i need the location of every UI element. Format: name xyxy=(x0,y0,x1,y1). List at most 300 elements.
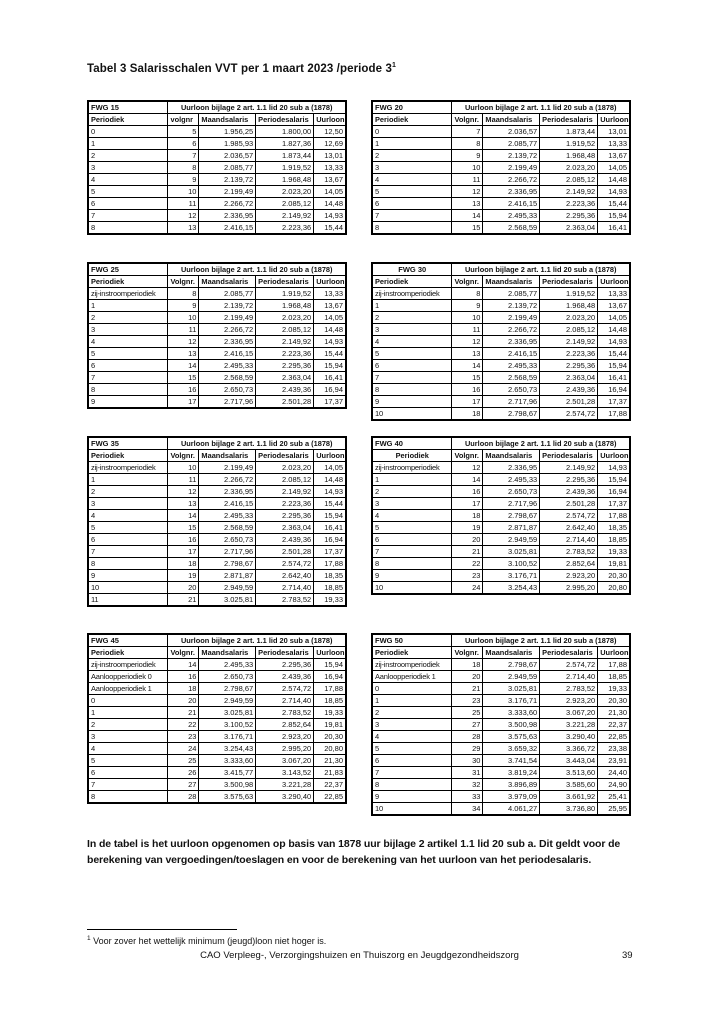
table-row xyxy=(88,683,346,695)
value-cell: 2.949,59 xyxy=(199,582,256,594)
value-cell: 2.501,28 xyxy=(540,396,598,408)
value-cell: 9 xyxy=(452,300,483,312)
value-cell: 2.949,59 xyxy=(199,695,256,707)
table-row xyxy=(372,462,630,474)
value-cell: 1.919,52 xyxy=(256,288,314,300)
value-cell: 15,94 xyxy=(598,210,630,222)
value-cell: 2.439,36 xyxy=(256,534,314,546)
table-row xyxy=(372,695,630,707)
periodiek-cell: 5 xyxy=(88,186,168,198)
value-cell: 2.783,52 xyxy=(540,546,598,558)
value-cell: 19,33 xyxy=(314,707,346,719)
column-header-volgnr: Volgnr. xyxy=(168,276,199,288)
value-cell: 3.143,52 xyxy=(256,767,314,779)
value-cell: 2.501,28 xyxy=(540,498,598,510)
table-row xyxy=(372,396,630,408)
value-cell: 16,94 xyxy=(314,384,346,396)
value-cell: 2.949,59 xyxy=(483,671,540,683)
fwg-scale-label: FWG 30 xyxy=(372,263,452,276)
periodiek-cell: 10 xyxy=(372,582,452,595)
value-cell: 2.501,28 xyxy=(256,396,314,409)
value-cell: 2.568,59 xyxy=(199,522,256,534)
periodiek-cell: 5 xyxy=(88,755,168,767)
value-cell: 2.336,95 xyxy=(199,336,256,348)
periodiek-cell: 8 xyxy=(88,222,168,235)
table-row xyxy=(372,558,630,570)
value-cell: 17,37 xyxy=(314,396,346,409)
table-row xyxy=(88,348,346,360)
value-cell: 21,83 xyxy=(314,767,346,779)
value-cell: 13 xyxy=(452,348,483,360)
table-row xyxy=(372,300,630,312)
value-cell: 16,94 xyxy=(598,384,630,396)
table-row xyxy=(372,803,630,816)
page-number: 39 xyxy=(622,950,633,961)
value-cell: 15,94 xyxy=(598,360,630,372)
periodiek-cell: 8 xyxy=(372,558,452,570)
value-cell: 2.023,20 xyxy=(256,186,314,198)
table-row xyxy=(372,360,630,372)
value-cell: 2.149,92 xyxy=(256,486,314,498)
periodiek-cell: 6 xyxy=(372,360,452,372)
value-cell: 2.085,12 xyxy=(256,198,314,210)
value-cell: 14,93 xyxy=(598,336,630,348)
value-cell: 1.968,48 xyxy=(540,150,598,162)
footnote-text: Voor zover het wettelijk minimum (jeugd)loon niet hoger is. xyxy=(93,936,327,946)
periodiek-cell: 7 xyxy=(88,210,168,222)
value-cell: 13,33 xyxy=(314,162,346,174)
periodiek-cell: 6 xyxy=(88,534,168,546)
value-cell: 3.575,63 xyxy=(483,731,540,743)
value-cell: 2.439,36 xyxy=(540,384,598,396)
column-header-volgnr: Volgnr. xyxy=(452,276,483,288)
table-row xyxy=(88,707,346,719)
value-cell: 14,93 xyxy=(314,210,346,222)
value-cell: 2.871,87 xyxy=(483,522,540,534)
value-cell: 1.873,44 xyxy=(256,150,314,162)
value-cell: 2.336,95 xyxy=(483,462,540,474)
value-cell: 2.416,15 xyxy=(483,198,540,210)
column-header-periodiek: Periodiek xyxy=(372,114,452,126)
table-row xyxy=(88,150,346,162)
table-row xyxy=(372,288,630,300)
value-cell: 20 xyxy=(452,534,483,546)
value-cell: 15 xyxy=(168,372,199,384)
table-row xyxy=(88,695,346,707)
value-cell: 3.500,98 xyxy=(483,719,540,731)
table-row xyxy=(88,300,346,312)
value-cell: 3.366,72 xyxy=(540,743,598,755)
footer-text: CAO Verpleeg-, Verzorgingshuizen en Thuiszorg en Jeugdgezondheidszorg xyxy=(200,950,519,961)
fwg-scale-label: FWG 20 xyxy=(372,101,452,114)
value-cell: 2.223,36 xyxy=(256,222,314,235)
value-cell: 12 xyxy=(452,336,483,348)
periodiek-cell: 1 xyxy=(88,474,168,486)
column-header-uurloon: Uurloon xyxy=(598,647,630,659)
periodiek-cell: 3 xyxy=(372,162,452,174)
table-row xyxy=(88,534,346,546)
value-cell: 13 xyxy=(168,348,199,360)
column-header-periodesalaris: Periodesalaris xyxy=(256,647,314,659)
table-row xyxy=(88,743,346,755)
value-cell: 22,37 xyxy=(598,719,630,731)
value-cell: 18 xyxy=(452,510,483,522)
value-cell: 31 xyxy=(452,767,483,779)
value-cell: 28 xyxy=(168,791,199,804)
value-cell: 1.919,52 xyxy=(540,138,598,150)
table-column-header-row xyxy=(372,450,630,462)
value-cell: 2.568,59 xyxy=(199,372,256,384)
column-header-uurloon: Uurloon xyxy=(598,276,630,288)
value-cell: 12,50 xyxy=(314,126,346,138)
table-row xyxy=(372,408,630,421)
value-cell: 3.100,52 xyxy=(483,558,540,570)
table-row xyxy=(372,522,630,534)
value-cell: 2.085,12 xyxy=(256,474,314,486)
value-cell: 16,41 xyxy=(314,522,346,534)
value-cell: 14,48 xyxy=(314,474,346,486)
periodiek-cell: zij-instroomperiodiek xyxy=(88,288,168,300)
value-cell: 2.085,77 xyxy=(483,288,540,300)
periodiek-cell: 8 xyxy=(88,384,168,396)
value-cell: 24,90 xyxy=(598,779,630,791)
value-cell: 14,93 xyxy=(314,486,346,498)
table-row xyxy=(88,498,346,510)
value-cell: 2.798,67 xyxy=(483,408,540,421)
fwg-scale-label: FWG 50 xyxy=(372,634,452,647)
table-row xyxy=(372,186,630,198)
value-cell: 22,37 xyxy=(314,779,346,791)
table-row xyxy=(372,222,630,235)
value-cell: 17 xyxy=(452,498,483,510)
periodiek-cell: 9 xyxy=(372,791,452,803)
value-cell: 2.783,52 xyxy=(256,594,314,607)
value-cell: 2.416,15 xyxy=(483,348,540,360)
value-cell: 20 xyxy=(452,671,483,683)
periodiek-cell: zij-instroomperiodiek xyxy=(372,462,452,474)
periodiek-cell: 5 xyxy=(372,743,452,755)
table-row xyxy=(88,731,346,743)
value-cell: 2.266,72 xyxy=(483,174,540,186)
value-cell: 15 xyxy=(168,522,199,534)
value-cell: 2.223,36 xyxy=(256,498,314,510)
table-row xyxy=(88,558,346,570)
value-cell: 3.443,04 xyxy=(540,755,598,767)
value-cell: 15,44 xyxy=(314,348,346,360)
table-row xyxy=(372,126,630,138)
column-header-uurloon: Uurloon xyxy=(598,114,630,126)
value-cell: 17 xyxy=(168,546,199,558)
value-cell: 16 xyxy=(168,534,199,546)
value-cell: 2.650,73 xyxy=(483,486,540,498)
value-cell: 15,94 xyxy=(598,474,630,486)
value-cell: 3.585,60 xyxy=(540,779,598,791)
uurloon-basis-header: Uurloon bijlage 2 art. 1.1 lid 20 sub a (1878) xyxy=(168,263,346,276)
value-cell: 3.513,60 xyxy=(540,767,598,779)
table-row xyxy=(372,570,630,582)
footnote-reference: 1 xyxy=(391,62,396,69)
value-cell: 22,85 xyxy=(598,731,630,743)
table-row xyxy=(88,570,346,582)
value-cell: 13,67 xyxy=(598,150,630,162)
table-header-row xyxy=(372,437,630,450)
column-header-periodesalaris: Periodesalaris xyxy=(256,114,314,126)
value-cell: 3.025,81 xyxy=(199,594,256,607)
value-cell: 14,48 xyxy=(598,174,630,186)
periodiek-cell: 0 xyxy=(88,126,168,138)
table-row xyxy=(372,683,630,695)
salary-table-fwg-15 xyxy=(87,100,347,235)
periodiek-cell: 6 xyxy=(88,360,168,372)
column-header-uurloon: Uurloon xyxy=(314,450,346,462)
table-header-row xyxy=(372,263,630,276)
periodiek-cell: 2 xyxy=(88,719,168,731)
value-cell: 5 xyxy=(168,126,199,138)
value-cell: 2.149,92 xyxy=(540,462,598,474)
periodiek-cell: 4 xyxy=(88,336,168,348)
table-row xyxy=(372,162,630,174)
value-cell: 19,81 xyxy=(314,719,346,731)
value-cell: 10 xyxy=(452,312,483,324)
value-cell: 15 xyxy=(452,222,483,235)
periodiek-cell: zij-instroomperiodiek xyxy=(88,659,168,671)
value-cell: 2.650,73 xyxy=(199,671,256,683)
value-cell: 23 xyxy=(452,695,483,707)
fwg-scale-label: FWG 40 xyxy=(372,437,452,450)
salary-table-fwg-40 xyxy=(371,436,631,595)
value-cell: 26 xyxy=(168,767,199,779)
periodiek-cell: 7 xyxy=(372,210,452,222)
table-row xyxy=(88,546,346,558)
value-cell: 19,33 xyxy=(314,594,346,607)
value-cell: 20 xyxy=(168,582,199,594)
column-header-maandsalaris: Maandsalaris xyxy=(483,114,540,126)
value-cell: 20,30 xyxy=(598,570,630,582)
table-row xyxy=(88,162,346,174)
value-cell: 2.295,36 xyxy=(540,210,598,222)
value-cell: 1.968,48 xyxy=(256,174,314,186)
value-cell: 2.650,73 xyxy=(199,534,256,546)
value-cell: 18 xyxy=(168,558,199,570)
value-cell: 2.023,20 xyxy=(256,312,314,324)
page-title xyxy=(87,62,396,75)
value-cell: 14,48 xyxy=(314,198,346,210)
value-cell: 2.023,20 xyxy=(540,162,598,174)
value-cell: 2.199,49 xyxy=(199,312,256,324)
periodiek-cell: 0 xyxy=(372,126,452,138)
uurloon-basis-header: Uurloon bijlage 2 art. 1.1 lid 20 sub a (1878) xyxy=(452,437,630,450)
value-cell: 20,80 xyxy=(314,743,346,755)
periodiek-cell: 6 xyxy=(372,534,452,546)
periodiek-cell: Aanloopperiodiek 0 xyxy=(88,671,168,683)
value-cell: 2.923,20 xyxy=(256,731,314,743)
value-cell: 21,30 xyxy=(598,707,630,719)
value-cell: 2.574,72 xyxy=(540,659,598,671)
periodiek-cell: 1 xyxy=(88,707,168,719)
value-cell: 2.085,12 xyxy=(540,324,598,336)
value-cell: 3.290,40 xyxy=(256,791,314,804)
value-cell: 21 xyxy=(452,546,483,558)
value-cell: 10 xyxy=(168,186,199,198)
value-cell: 2.295,36 xyxy=(256,659,314,671)
value-cell: 2.363,04 xyxy=(256,522,314,534)
value-cell: 2.139,72 xyxy=(483,150,540,162)
column-header-periodiek: Periodiek xyxy=(88,450,168,462)
value-cell: 8 xyxy=(452,288,483,300)
table-row xyxy=(372,324,630,336)
table-column-header-row xyxy=(372,276,630,288)
value-cell: 14,05 xyxy=(314,312,346,324)
value-cell: 11 xyxy=(452,324,483,336)
value-cell: 2.223,36 xyxy=(540,198,598,210)
periodiek-cell: 2 xyxy=(88,150,168,162)
periodiek-cell: 8 xyxy=(372,384,452,396)
value-cell: 17 xyxy=(452,396,483,408)
value-cell: 2.783,52 xyxy=(540,683,598,695)
value-cell: 18 xyxy=(168,683,199,695)
periodiek-cell: 3 xyxy=(372,498,452,510)
value-cell: 2.501,28 xyxy=(256,546,314,558)
table-row xyxy=(372,174,630,186)
periodiek-cell: 5 xyxy=(88,522,168,534)
table-row xyxy=(88,126,346,138)
value-cell: 19,81 xyxy=(598,558,630,570)
value-cell: 14,93 xyxy=(598,462,630,474)
value-cell: 4.061,27 xyxy=(483,803,540,816)
column-header-maandsalaris: Maandsalaris xyxy=(483,276,540,288)
value-cell: 14,05 xyxy=(598,162,630,174)
value-cell: 2.439,36 xyxy=(256,384,314,396)
value-cell: 24,40 xyxy=(598,767,630,779)
value-cell: 18,35 xyxy=(314,570,346,582)
value-cell: 19,33 xyxy=(598,546,630,558)
value-cell: 24 xyxy=(168,743,199,755)
value-cell: 22 xyxy=(452,558,483,570)
periodiek-cell: 3 xyxy=(88,498,168,510)
value-cell: 1.827,36 xyxy=(256,138,314,150)
table-column-header-row xyxy=(88,647,346,659)
value-cell: 18,85 xyxy=(598,671,630,683)
value-cell: 18 xyxy=(452,659,483,671)
value-cell: 23,91 xyxy=(598,755,630,767)
salary-table-fwg-25 xyxy=(87,262,347,409)
value-cell: 14,48 xyxy=(598,324,630,336)
value-cell: 10 xyxy=(452,162,483,174)
table-row xyxy=(372,312,630,324)
value-cell: 2.949,59 xyxy=(483,534,540,546)
value-cell: 17,37 xyxy=(598,396,630,408)
table-row xyxy=(372,372,630,384)
value-cell: 13,01 xyxy=(598,126,630,138)
value-cell: 3.661,92 xyxy=(540,791,598,803)
table-column-header-row xyxy=(88,276,346,288)
value-cell: 2.495,33 xyxy=(483,360,540,372)
value-cell: 20,80 xyxy=(598,582,630,595)
value-cell: 6 xyxy=(168,138,199,150)
value-cell: 25,41 xyxy=(598,791,630,803)
table-row xyxy=(88,791,346,804)
table-row xyxy=(88,486,346,498)
value-cell: 11 xyxy=(168,474,199,486)
column-header-maandsalaris: Maandsalaris xyxy=(483,450,540,462)
value-cell: 3.067,20 xyxy=(256,755,314,767)
value-cell: 23 xyxy=(452,570,483,582)
value-cell: 2.295,36 xyxy=(540,474,598,486)
periodiek-cell: 1 xyxy=(372,138,452,150)
value-cell: 3.176,71 xyxy=(483,695,540,707)
value-cell: 17,88 xyxy=(314,683,346,695)
value-cell: 2.085,12 xyxy=(256,324,314,336)
periodiek-cell: 10 xyxy=(88,582,168,594)
value-cell: 18 xyxy=(452,408,483,421)
fwg-scale-label: FWG 15 xyxy=(88,101,168,114)
value-cell: 22 xyxy=(168,719,199,731)
value-cell: 2.295,36 xyxy=(256,360,314,372)
value-cell: 1.800,00 xyxy=(256,126,314,138)
value-cell: 2.149,92 xyxy=(540,336,598,348)
value-cell: 2.574,72 xyxy=(256,683,314,695)
value-cell: 19 xyxy=(452,522,483,534)
column-header-uurloon: Uurloon xyxy=(314,647,346,659)
value-cell: 2.650,73 xyxy=(483,384,540,396)
periodiek-cell: Aanloopperiodiek 1 xyxy=(88,683,168,695)
value-cell: 10 xyxy=(168,462,199,474)
table-row xyxy=(88,186,346,198)
value-cell: 33 xyxy=(452,791,483,803)
value-cell: 13,33 xyxy=(314,288,346,300)
table-header-row xyxy=(372,634,630,647)
value-cell: 2.139,72 xyxy=(199,174,256,186)
page-title-text: Tabel 3 Salarisschalen VVT per 1 maart 2023 /periode 3 xyxy=(87,62,392,75)
table-row xyxy=(88,719,346,731)
value-cell: 19 xyxy=(168,570,199,582)
value-cell: 15,94 xyxy=(314,510,346,522)
value-cell: 2.149,92 xyxy=(256,210,314,222)
footnote xyxy=(87,935,567,946)
uurloon-note: In de tabel is het uurloon opgenomen op basis van 1878 uur bijlage 2 artikel 1.1 lid 20 sub a. Dit geldt voor de berekening van vergoedingen/toeslagen en voor de berekening van het uurloon van het periodesalaris. xyxy=(87,838,621,866)
value-cell: 2.036,57 xyxy=(483,126,540,138)
value-cell: 2.798,67 xyxy=(199,683,256,695)
value-cell: 2.416,15 xyxy=(199,348,256,360)
value-cell: 2.852,64 xyxy=(540,558,598,570)
column-header-volgnr: Volgnr. xyxy=(452,647,483,659)
value-cell: 17,37 xyxy=(314,546,346,558)
table-row xyxy=(372,767,630,779)
value-cell: 3.254,43 xyxy=(483,582,540,595)
table-row xyxy=(88,671,346,683)
value-cell: 2.336,95 xyxy=(199,486,256,498)
value-cell: 14 xyxy=(168,659,199,671)
value-cell: 3.176,71 xyxy=(199,731,256,743)
column-header-maandsalaris: Maandsalaris xyxy=(199,450,256,462)
value-cell: 2.574,72 xyxy=(540,510,598,522)
value-cell: 2.798,67 xyxy=(199,558,256,570)
value-cell: 3.741,54 xyxy=(483,755,540,767)
value-cell: 34 xyxy=(452,803,483,816)
value-cell: 2.149,92 xyxy=(540,186,598,198)
column-header-maandsalaris: Maandsalaris xyxy=(483,647,540,659)
value-cell: 18,35 xyxy=(598,522,630,534)
value-cell: 14 xyxy=(168,510,199,522)
salary-table-fwg-20 xyxy=(371,100,631,235)
periodiek-cell: 7 xyxy=(88,779,168,791)
value-cell: 2.266,72 xyxy=(199,198,256,210)
periodiek-cell: 9 xyxy=(372,570,452,582)
periodiek-cell: zij-instroomperiodiek xyxy=(372,659,452,671)
value-cell: 20,30 xyxy=(314,731,346,743)
value-cell: 2.717,96 xyxy=(483,498,540,510)
value-cell: 2.568,59 xyxy=(483,372,540,384)
